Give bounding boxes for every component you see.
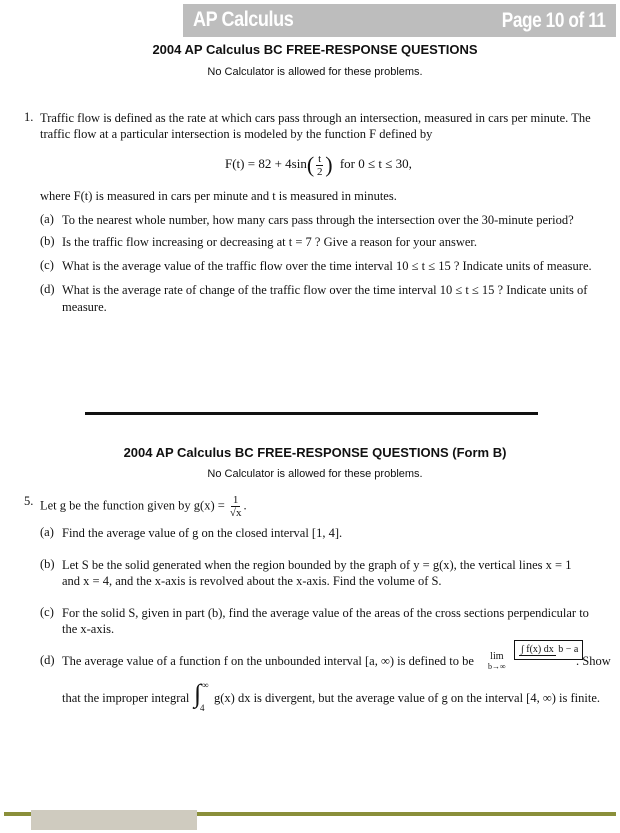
question-1-intro-line2: traffic flow at a particular intersection is modeled by the function F defined by xyxy=(40,127,433,141)
q5-fraction xyxy=(230,494,242,519)
section-1-subtitle: No Calculator is allowed for these problems. xyxy=(207,66,423,78)
q1-part-a-label: (a) xyxy=(40,212,54,226)
q5-frac-den: √x xyxy=(229,507,242,519)
limit-subscript: b→∞ xyxy=(488,662,506,671)
limit-word: lim xyxy=(490,651,504,662)
q1-part-c-label: (c) xyxy=(40,258,54,272)
average-denominator: b − a xyxy=(558,644,579,655)
q5-part-c-text: For the solid S, given in part (b), find the average value of the areas of the cross sections perpendicular to xyxy=(62,606,589,620)
q5-part-d-text2b: g(x) dx is divergent, but the average value of g on the interval [4, ∞) is finite. xyxy=(214,691,600,705)
q5-part-a-text: Find the average value of g on the closed interval [1, 4]. xyxy=(62,526,343,540)
section-1-title: 2004 AP Calculus BC FREE-RESPONSE QUESTIONS xyxy=(152,42,478,57)
question-1-intro-line1: Traffic flow is defined as the rate at which cars pass through an intersection, measured in cars per minute. The xyxy=(40,111,591,125)
q5-frac-num: 1 xyxy=(232,494,239,506)
section-2-title: 2004 AP Calculus BC FREE-RESPONSE QUESTIONS (Form B) xyxy=(123,445,507,460)
formula-lhs: F(t) = 82 + 4sin xyxy=(225,155,307,171)
average-fraction xyxy=(514,640,583,660)
q5-part-c-label: (c) xyxy=(40,605,54,619)
question-5-number: 5. xyxy=(24,494,34,508)
q1-part-a-text: To the nearest whole number, how many cars pass through the intersection over the 30-minute period? xyxy=(62,213,574,227)
formula-numerator: t xyxy=(318,152,322,165)
q5-part-d-limit xyxy=(488,652,510,672)
q5-part-b-text2: and x = 4, and the x-axis is revolved about the x-axis. Find the volume of S. xyxy=(62,574,442,588)
q5-intro-end: . xyxy=(243,498,247,513)
formula-denominator: 2 xyxy=(316,165,323,178)
header-title: AP Calculus xyxy=(193,8,294,31)
q5-part-c-text2: the x-axis. xyxy=(62,622,115,636)
q5-part-a-label: (a) xyxy=(40,525,54,539)
q1-part-b-label: (b) xyxy=(40,234,55,248)
q1-part-b-text: Is the traffic flow increasing or decreasing at t = 7 ? Give a reason for your answer. xyxy=(62,235,477,249)
q5-part-d-text2a: that the improper integral xyxy=(62,691,190,705)
q5-part-d-show: . Show xyxy=(576,654,611,668)
formula-rhs: for 0 ≤ t ≤ 30, xyxy=(339,155,412,171)
q5-part-d-bracket xyxy=(512,640,585,660)
q5-part-d-text: The average value of a function f on the unbounded interval [a, ∞) is defined to be xyxy=(62,654,474,668)
integral-sign: ∫ xyxy=(194,679,202,708)
limit-expression xyxy=(488,652,506,672)
q5-intro-text: Let g be the function given by g(x) = xyxy=(40,498,225,513)
section-2-subtitle: No Calculator is allowed for these problems. xyxy=(207,468,423,480)
header-bar xyxy=(183,4,616,37)
q5-part-b-text: Let S be the solid generated when the region bounded by the graph of y = g(x), the vertical lines x = 1 xyxy=(62,558,572,572)
page-indicator: Page 10 of 11 xyxy=(502,9,606,32)
average-numerator: ∫ f(x) dx xyxy=(521,644,554,655)
question-5-intro xyxy=(40,494,247,519)
integral-lower: 4 xyxy=(200,703,205,713)
q1-part-d-text: What is the average rate of change of the traffic flow over the time interval 10 ≤ t ≤ 15 ? Indicate units of xyxy=(62,283,588,297)
question-1-formula: F(t) = 82 + 4sin( $\frac{t}{2}$ ) for 0 ≤ t ≤ 30, xyxy=(225,152,412,178)
q5-part-d-label: (d) xyxy=(40,653,55,667)
q5-part-b-label: (b) xyxy=(40,557,55,571)
question-1-number: 1. xyxy=(24,110,34,124)
question-1-where: where F(t) is measured in cars per minute and t is measured in minutes. xyxy=(40,189,397,203)
q1-part-d-label: (d) xyxy=(40,282,55,296)
integral-upper: ∞ xyxy=(202,680,209,690)
q1-part-d-text2: measure. xyxy=(62,300,107,314)
section-divider xyxy=(85,412,538,415)
footer-block xyxy=(31,810,197,830)
formula-fraction xyxy=(316,153,323,178)
q1-part-c-text: What is the average value of the traffic flow over the time interval 10 ≤ t ≤ 15 ? Indicate units of measure. xyxy=(62,259,592,273)
